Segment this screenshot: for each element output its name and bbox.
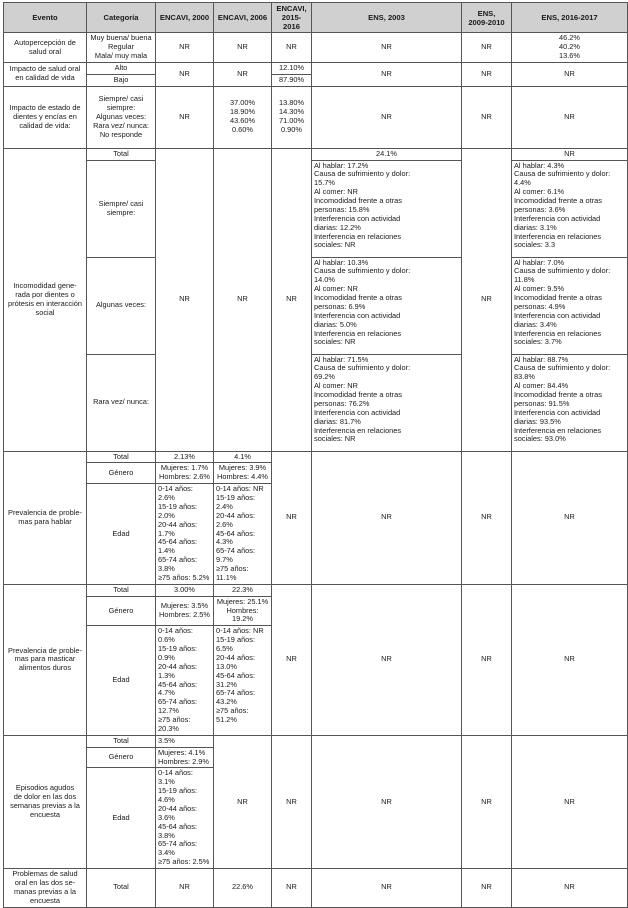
event-cell: Autopercepción de salud oral <box>4 33 87 63</box>
value-cell: NR <box>312 33 462 63</box>
table-row <box>4 160 628 257</box>
value-line: 13.6% <box>559 51 580 61</box>
value-cell: 22.3% <box>214 584 272 596</box>
value-line: 71.00% <box>278 116 305 126</box>
value-cell: Al hablar: 7.0% Causa de sufrimiento y dolor: 11.8% Al comer: 9.5% Incomodidad frente a otras personas: 4.9% Interferencia con actividad diarias: 3.4% Interferencia en relaciones sociales: 3.7% <box>512 257 628 354</box>
value-cell: NR <box>214 62 272 86</box>
category-cell: Género <box>87 463 156 484</box>
header-encavi-2006: ENCAVI, 2006 <box>214 3 272 33</box>
category-cell: Género <box>87 596 156 626</box>
value-cell: 0-14 años: 0.6% 15-19 años: 0.9% 20-44 años: 1.3% 45-64 años: 4.7% 65-74 años: 12.7% ≥75 años: 20.3% <box>156 626 214 736</box>
value-cell: 0-14 años: 2.6% 15-19 años: 2.0% 20-44 años: 1.7% 45-64 años: 1.4% 65-74 años: 3.8% ≥75 años: 5.2% <box>156 484 214 585</box>
value-cell <box>272 86 312 148</box>
value-line: 37.00% <box>229 98 256 108</box>
category-label: Muy buena/ buena <box>90 33 152 43</box>
value-cell: NR <box>312 62 462 86</box>
oral-health-survey-table <box>3 2 628 908</box>
value-cell: Al hablar: 71.5% Causa de sufrimiento y dolor: 69.2% Al comer: NR Incomodidad frente a otras personas: 76.2% Interferencia con actividad diarias: 81.7% Interferencia en relaciones sociales: NR <box>312 354 462 451</box>
value-cell: Al hablar: 88.7% Causa de sufrimiento y dolor: 83.8% Al comer: 84.4% Incomodidad frente a otras personas: 91.5% Interferencia con actividad diarias: 93.5% Interferencia en relaciones sociales: 93.0% <box>512 354 628 451</box>
category-cell <box>87 33 156 63</box>
value-cell: NR <box>512 62 628 86</box>
event-cell: Episodios agudos de dolor en las dos semanas previas a la encuesta <box>4 735 87 868</box>
value-cell: NR <box>462 735 512 868</box>
category-cell: Bajo <box>87 74 156 86</box>
value-line: 14.30% <box>278 107 305 117</box>
value-cell: NR <box>272 869 312 908</box>
value-cell: Mujeres: 25.1% Hombres: 19.2% <box>214 596 272 626</box>
value-cell: NR <box>462 86 512 148</box>
header-encavi-2015-2016: ENCAVI, 2015-2016 <box>272 3 312 33</box>
value-cell: Mujeres: 4.1% Hombres: 2.9% <box>156 747 214 768</box>
table-row <box>4 354 628 451</box>
category-cell: Edad <box>87 626 156 736</box>
value-cell: 0-14 años: NR 15-19 años: 6.5% 20-44 años: 13.0% 45-64 años: 31.2% 65-74 años: 43.2% ≥75 años: 51.2% <box>214 626 272 736</box>
value-cell: NR <box>156 148 214 451</box>
value-cell: NR <box>462 62 512 86</box>
value-cell: NR <box>272 735 312 868</box>
value-cell: NR <box>312 735 462 868</box>
value-cell: NR <box>312 869 462 908</box>
value-cell: NR <box>462 584 512 735</box>
event-cell: Prevalencia de proble- mas para masticar alimentos duros <box>4 584 87 735</box>
header-encavi-2000: ENCAVI, 2000 <box>156 3 214 33</box>
value-cell <box>512 33 628 63</box>
category-label: No responde <box>99 129 143 139</box>
value-cell: NR <box>512 735 628 868</box>
value-cell: NR <box>156 869 214 908</box>
category-label: Algunas veces: <box>95 111 147 121</box>
table-row <box>4 62 628 74</box>
value-cell: NR <box>156 33 214 63</box>
category-cell: Total <box>87 451 156 463</box>
value-line: 0.60% <box>232 125 253 135</box>
value-cell: NR <box>214 148 272 451</box>
value-cell: NR <box>512 584 628 735</box>
value-line: 46.2% <box>559 33 580 43</box>
table-row <box>4 86 628 148</box>
value-cell: 2.13% <box>156 451 214 463</box>
event-cell: Prevalencia de proble- mas para hablar <box>4 451 87 584</box>
category-cell: Edad <box>87 484 156 585</box>
category-cell: Total <box>87 735 156 747</box>
value-line: 43.60% <box>229 116 256 126</box>
header-categoria: Categoría <box>87 3 156 33</box>
event-cell: Impacto de salud oral en calidad de vida <box>4 62 87 86</box>
category-cell: Edad <box>87 768 156 869</box>
value-cell: NR <box>272 148 312 451</box>
header-ens-2016-2017: ENS, 2016-2017 <box>512 3 628 33</box>
category-cell: Rara vez/ nunca: <box>87 354 156 451</box>
value-cell <box>214 86 272 148</box>
value-cell: NR <box>272 584 312 735</box>
category-label: Regular <box>108 42 134 52</box>
value-cell: 3.00% <box>156 584 214 596</box>
table-row <box>4 148 628 160</box>
category-cell <box>87 86 156 148</box>
value-cell: Al hablar: 17.2% Causa de sufrimiento y dolor: 15.7% Al comer: NR Incomodidad frente a otras personas: 15.8% Interferencia con actividad diarias: 12.2% Interferencia en relaciones sociales: NR <box>312 160 462 257</box>
category-label: Mala/ muy mala <box>94 51 148 61</box>
value-line: 18.90% <box>229 107 256 117</box>
table-row <box>4 451 628 463</box>
value-cell: 3.5% <box>156 735 214 747</box>
value-cell: Mujeres: 3.5% Hombres: 2.5% <box>156 596 214 626</box>
value-cell: NR <box>462 451 512 584</box>
value-cell: NR <box>312 451 462 584</box>
table-row <box>4 257 628 354</box>
value-line: 13.80% <box>278 98 305 108</box>
value-cell: NR <box>272 33 312 63</box>
value-cell: NR <box>512 451 628 584</box>
table-row <box>4 33 628 63</box>
value-cell: 24.1% <box>312 148 462 160</box>
value-cell: Mujeres: 1.7% Hombres: 2.6% <box>156 463 214 484</box>
event-cell: Impacto de estado de dientes y encías en calidad de vida: <box>4 86 87 148</box>
category-cell: Total <box>87 148 156 160</box>
value-cell: NR <box>512 148 628 160</box>
value-line: 0.90% <box>281 125 302 135</box>
category-cell: Siempre/ casi siempre: <box>87 160 156 257</box>
header-ens-2003: ENS, 2003 <box>312 3 462 33</box>
value-cell: NR <box>462 869 512 908</box>
value-cell: NR <box>156 86 214 148</box>
value-cell: NR <box>156 62 214 86</box>
category-cell: Género <box>87 747 156 768</box>
value-cell: Mujeres: 3.9% Hombres: 4.4% <box>214 463 272 484</box>
category-cell: Total <box>87 584 156 596</box>
value-cell: NR <box>512 869 628 908</box>
category-cell: Alto <box>87 62 156 74</box>
event-cell: Problemas de salud oral en las dos se- manas previas a la encuesta <box>4 869 87 908</box>
table-row <box>4 869 628 908</box>
value-cell: NR <box>214 33 272 63</box>
value-cell: 0-14 años: NR 15-19 años: 2.4% 20-44 años: 2.6% 45-64 años: 4.3% 65-74 años: 9.7% ≥75 años: 11.1% <box>214 484 272 585</box>
value-line: 40.2% <box>559 42 580 52</box>
header-row <box>4 3 628 33</box>
category-cell: Algunas veces: <box>87 257 156 354</box>
category-cell: Total <box>87 869 156 908</box>
category-label: Rara vez/ nunca: <box>93 120 149 130</box>
value-cell: NR <box>312 86 462 148</box>
category-label: Siempre/ casi siempre: <box>98 94 144 112</box>
header-evento: Evento <box>4 3 87 33</box>
value-cell: Al hablar: 4.3% Causa de sufrimiento y dolor: 4.4% Al comer: 6.1% Incomodidad frente a otras personas: 3.6% Interferencia con actividad diarias: 3.1% Interferencia en relaciones sociales: 3.3 <box>512 160 628 257</box>
value-cell: Al hablar: 10.3% Causa de sufrimiento y dolor: 14.0% Al comer: NR Incomodidad frente a otras personas: 6.9% Interferencia con actividad diarias: 5.0% Interferencia en relaciones sociales: NR <box>312 257 462 354</box>
value-cell: 22.6% <box>214 869 272 908</box>
value-cell: 4.1% <box>214 451 272 463</box>
value-cell: 12.10% <box>272 62 312 74</box>
value-cell: NR <box>312 584 462 735</box>
value-cell: 87.90% <box>272 74 312 86</box>
value-cell: 0-14 años: 3.1% 15-19 años: 4.6% 20-44 años: 3.6% 45-64 años: 3.8% 65-74 años: 3.4% ≥75 años: 2.5% <box>156 768 214 869</box>
table-row <box>4 584 628 596</box>
value-cell: NR <box>462 148 512 451</box>
header-ens-2009-2010: ENS, 2009-2010 <box>462 3 512 33</box>
table-row <box>4 735 628 747</box>
value-cell: NR <box>512 86 628 148</box>
value-cell: NR <box>272 451 312 584</box>
value-cell: NR <box>214 735 272 868</box>
event-cell: Incomodidad gene- rada por dientes o prótesis en interacción social <box>4 148 87 451</box>
value-cell: NR <box>462 33 512 63</box>
